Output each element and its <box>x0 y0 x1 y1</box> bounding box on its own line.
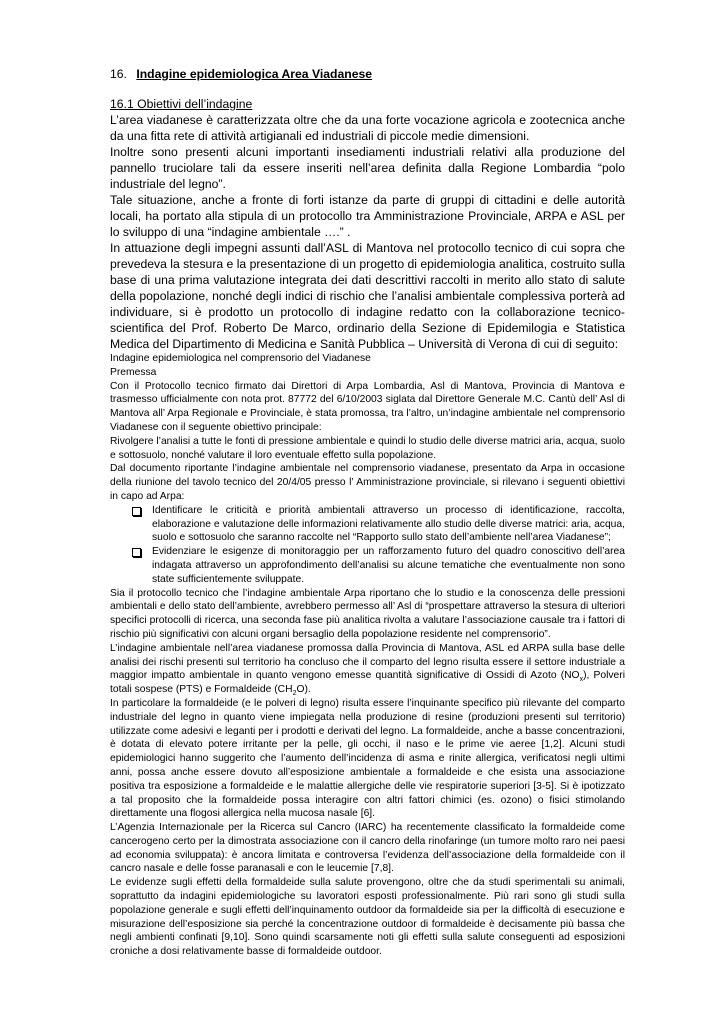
intro-paragraph: Inoltre sono presenti alcuni importanti insediamenti industriali relativi alla produzione del pannello truciolare tali da essere inseriti nell’area definita dalla Regione Lombardia “polo industriale del legno”. <box>110 145 625 191</box>
premessa-heading: Premessa <box>110 366 157 378</box>
section-number: 16. <box>110 67 127 81</box>
protocol-paragraph: L’Agenzia Internazionale per la Ricerca sul Cancro (IARC) ha recentemente classificato la formaldeide come cancerogeno certo per la dimostrata associazione con il cancro della rinofaringe (un tumore molto raro nei paesi ad economia sviluppata): è ancora limitata e controversa l’evidenza dell’associazione della formaldeide con il cancro nasale e delle fosse paranasali e con le leucemie [7,8]. <box>110 822 625 875</box>
intro-text <box>110 112 625 352</box>
intro-paragraph: Tale situazione, anche a fronte di forti istanze da parte di gruppi di cittadini e delle autorità locali, ha portato alla stipula di un protocollo tra Amministrazione Provinciale, ARPA e ASL per lo sviluppo di una “indagine ambientale ….” . <box>110 193 625 239</box>
text-run: O). <box>296 684 311 696</box>
checkbox-bullet-icon <box>132 548 141 557</box>
checkbox-bullet-icon <box>132 507 141 516</box>
protocol-paragraph: In particolare la formaldeide (e le polveri di legno) risulta essere l’inquinante specifico più rilevante del comparto industriale del legno in quanto viene impiegata nella produzione di resine (produzioni presenti sul territorio) utilizzate come adesivi e leganti per i prodotti e derivati del legno. La formaldeide, anche a basse concentrazioni, è dotata di elevato potere irritante per la pelle, gli occhi, il naso e le prime vie aeree [1,2]. Alcuni studi epidemiologici hanno suggerito che l’aumento dell’incidenza di asma e rinite allergica, verificatosi negli ultimi anni, possa anche essere dovuto all’esposizione ambientale a formaldeide e che esista una associazione positiva tra esposizione a formaldeide e le malattie allergiche delle vie respiratorie superiori [3-5]. Si è ipotizzato a tal proposito che la formaldeide possa interagire con altri fattori chimici (es. ozono) o fisici stimolando direttamente una flogosi allergica nella mucosa nasale [6]. <box>110 697 625 820</box>
section-title: Indagine epidemiologica Area Viadanese <box>136 67 373 81</box>
protocol-paragraph: Rivolgere l’analisi a tutte le fonti di pressione ambientale e quindi lo studio delle diverse matrici aria, acqua, suolo e sottosuolo, nonché valutare il loro eventuale effetto sulla popolazione. <box>110 435 625 461</box>
intro-paragraph: L’area viadanese è caratterizzata oltre che da una forte vocazione agricola e zootecnica anche da una fitta rete di attività artigianali ed industriali di piccole medie dimensioni. <box>110 113 625 143</box>
protocol-paragraph: Sia il protocollo tecnico che l’indagine ambientale Arpa riportano che lo studio e la conoscenza delle pressioni ambientali e dello stato dell’ambiente, avrebbero permesso all’ Asl di “prospettare attraverso la stesura di ulteriori specifici protocolli di ricerca, una seconda fase più analitica rivolta a valutare l’associazione causale tra i fattori di rischio più significativi con alcuni organi bersaglio della popolazione residente nel comprensorio”. <box>110 587 625 640</box>
subscript: 2 <box>292 690 297 698</box>
text-run: L’indagine ambientale nell’area viadanese promossa dalla Provincia di Mantova, ASL ed ARPA sulla base delle analisi dei rischi presenti sul territorio ha concluso che il comparto del legno risulta essere il settore industriale a maggior impatto ambientale in quanto vengono emesse quantità significative di Ossidi di Azoto (NO <box>110 642 625 682</box>
protocol-paragraph: Dal documento riportante l’indagine ambientale nel comprensorio viadanese, presentato da Arpa in occasione della riunione del tavolo tecnico del 20/4/05 presso l’ Amministrazione provinciale, si rilevano i seguenti obiettivi in capo ad Arpa: <box>110 463 625 502</box>
list-item-text: Evidenziare le esigenze di monitoraggio per un rafforzamento futuro del quadro conoscitivo dell’area indagata attraverso un approfondimento dell’analisi su alcune tematiche che eventualmente non sono state sufficientemente sviluppate. <box>152 546 625 585</box>
quoted-protocol <box>110 352 625 959</box>
protocol-paragraph: Le evidenze sugli effetti della formaldeide sulla salute provengono, oltre che da studi sperimentali su animali, soprattutto da indagini epidemiologiche su lavoratori esposti professionalmente. Più rari sono gli studi sulla popolazione generale e sugli effetti dell’inquinamento outdoor da formaldeide sia per la difficoltà di esecuzione e misurazione dell’esposizione sia perché la concentrazione outdoor di formaldeide è decisamente più bassa che negli ambienti confinati [9,10]. Sono quindi scarsamente noti gli effetti sulla salute conseguenti ad esposizioni croniche a dosi relativamente basse di formaldeide outdoor. <box>110 877 625 958</box>
subscript: x <box>579 676 584 684</box>
protocol-paragraph: Con il Protocollo tecnico firmato dai Direttori di Arpa Lombardia, Asl di Mantova, Provincia di Mantova e trasmesso ufficialmente con nota prot. 87772 del 6/10/2003 siglata dal Direttore Generale M.C. Cantù dell’ Asl di Mantova all’ Arpa Regionale e Provinciale, è stata promossa, tra l’altro, un’indagine ambientale nel comprensorio Viadanese con il seguente obiettivo principale: <box>110 380 625 433</box>
list-item-text: Identificare le criticità e priorità ambientali attraverso un processo di identificazione, raccolta, elaborazione e valutazione delle informazioni relativamente allo studio delle diverse matrici: aria, acqua, suolo e sottosuolo che saranno raccolte nel “Rapporto sullo stato dell’ambiente nell’area Viadanese”; <box>152 504 625 544</box>
objectives-list <box>110 504 625 587</box>
list-item <box>110 504 625 545</box>
section-heading <box>110 66 625 82</box>
text-run: ), Polveri totali sospese (PTS) e Formaldeide (CH <box>110 670 625 696</box>
protocol-title: Indagine epidemiologica nel comprensorio del Viadanese <box>110 353 371 364</box>
document-page <box>110 66 625 959</box>
subsection-title: 16.1 Obiettivi dell’indagine <box>110 97 253 111</box>
intro-paragraph: In attuazione degli impegni assunti dall’ASL di Mantova nel protocollo tecnico di cui sopra che prevedeva la stesura e la presentazione di un progetto di epidemiologia analitica, costruito sulla base di una prima valutazione integrata dei dati descrittivi raccolti in merito allo stato di salute della popolazione, nonché degli indici di rischio che l’analisi ambientale complessiva porterà ad individuare, si è prodotto un protocollo di indagine redatto con la collaborazione tecnico-scientifica del Prof. Roberto De Marco, ordinario della Sezione di Epidemilogia e Statistica Medica del Dipartimento di Medicina e Sanità Pubblica – Università di Verona di cui di seguito: <box>110 241 625 351</box>
list-item <box>110 545 625 586</box>
protocol-paragraph <box>110 642 625 697</box>
